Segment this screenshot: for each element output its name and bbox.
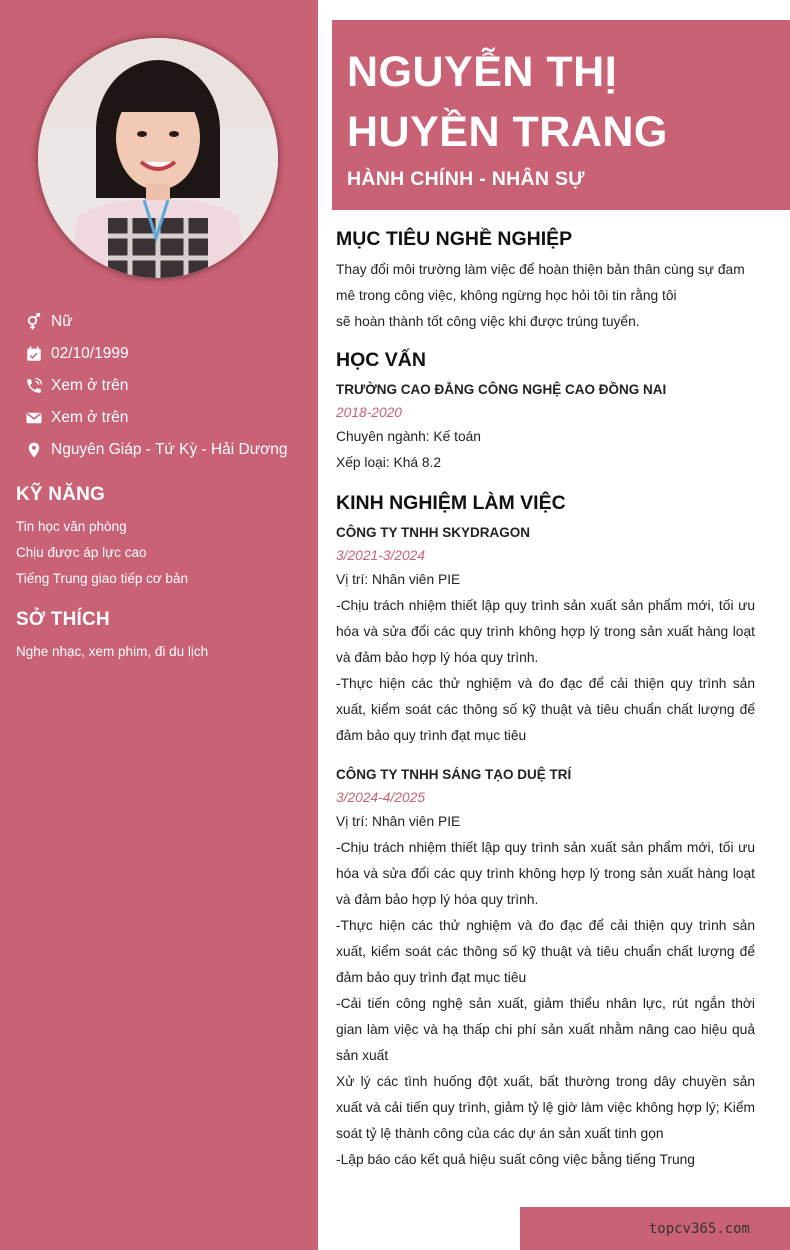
- job-entry: [336, 763, 755, 1173]
- hobbies-title: SỞ THÍCH: [16, 609, 110, 630]
- job-entry: [336, 521, 755, 749]
- objective-section: [336, 228, 755, 335]
- avatar-photo: [38, 38, 278, 278]
- experience-section: [336, 492, 755, 1173]
- skills-section: [16, 484, 306, 592]
- avatar: [38, 38, 278, 278]
- gender-icon: [24, 312, 44, 332]
- phone-icon: [24, 376, 44, 396]
- email-text: Xem ở trên: [51, 409, 129, 426]
- objective-line: Thay đổi môi trường làm việc để hoàn thiện bản thân cùng sự đam: [336, 262, 745, 277]
- skills-title: KỸ NĂNG: [16, 484, 106, 505]
- job-position: Vị trí: Nhân viên PIE: [336, 572, 461, 587]
- sidebar: [0, 0, 318, 1250]
- hobby-item: Nghe nhạc, xem phim, đi du lịch: [16, 644, 209, 659]
- contact-birthday: [24, 338, 314, 370]
- job-role: HÀNH CHÍNH - NHÂN SỰ: [347, 168, 585, 190]
- education-title: HỌC VẤN: [336, 349, 426, 371]
- job-duty: -Thực hiện các thử nghiệm và đo đạc để cải thiện quy trình sản xuất, kiểm soát các thông số kỹ thuật và tiêu chuẩn chất lượng để đảm bảo quy trình đạt mục tiêu: [336, 918, 755, 985]
- skill-item: Tin học văn phòng: [16, 519, 127, 534]
- birthday-text: 02/10/1999: [51, 345, 129, 362]
- watermark-text: topcv365.com: [648, 1221, 750, 1237]
- main-content: [336, 228, 755, 1173]
- skill-item: Tiếng Trung giao tiếp cơ bản: [16, 571, 188, 586]
- contact-gender: [24, 306, 314, 338]
- skill-item: Chịu được áp lực cao: [16, 545, 147, 560]
- education-section: [336, 349, 755, 476]
- full-name-line1: NGUYỄN THỊ: [347, 48, 618, 96]
- footer-bar: [520, 1207, 790, 1250]
- full-name-line2: HUYỀN TRANG: [347, 108, 668, 156]
- job-duty: -Chịu trách nhiệm thiết lập quy trình sản xuất sản phẩm mới, tối ưu hóa và sửa đổi các quy trình không hợp lý trong sản xuất hàng loạt và đảm bảo hợp lý hóa quy trình.: [336, 598, 755, 665]
- objective-line: sẽ hoàn thành tốt công việc khi được trúng tuyển.: [336, 314, 640, 329]
- school-name: TRƯỜNG CAO ĐẲNG CÔNG NGHỆ CAO ĐỒNG NAI: [336, 382, 667, 397]
- job-period: 3/2024-4/2025: [336, 790, 425, 805]
- calendar-icon: [24, 344, 44, 364]
- job-duty: Xử lý các tình huống đột xuất, bất thường trong dây chuyền sản xuất và cải tiến quy trình, giảm tỷ lệ giờ làm việc không hợp lý; Kiểm soát tỷ lệ thành công của các dự án sản xuất tinh gọn: [336, 1074, 755, 1141]
- objective-line: mê trong công việc, không ngừng học hỏi tôi tin rằng tôi: [336, 288, 677, 303]
- contact-list: [24, 306, 314, 466]
- company-name: CÔNG TY TNHH SKYDRAGON: [336, 525, 531, 540]
- education-grade: Xếp loại: Khá 8.2: [336, 455, 442, 470]
- education-period: 2018-2020: [336, 405, 402, 420]
- job-duty: -Cải tiến công nghệ sản xuất, giảm thiểu nhân lực, rút ngắn thời gian làm việc và hạ thấp chi phí sản xuất nhằm nâng cao hiệu quả sản xuất: [336, 996, 755, 1063]
- contact-phone: [24, 370, 314, 402]
- location-icon: [24, 440, 44, 460]
- hobbies-section: [16, 609, 306, 665]
- objective-title: MỤC TIÊU NGHỀ NGHIỆP: [336, 228, 573, 250]
- contact-email: [24, 402, 314, 434]
- job-duty: -Thực hiện các thử nghiệm và đo đạc để cải thiện quy trình sản xuất, kiểm soát các thông số kỹ thuật và tiêu chuẩn chất lượng để đảm bảo quy trình đạt mục tiêu: [336, 676, 755, 743]
- name-header: [332, 20, 790, 210]
- company-name: CÔNG TY TNHH SÁNG TẠO DUỆ TRÍ: [336, 767, 572, 782]
- job-duty: -Chịu trách nhiệm thiết lập quy trình sản xuất sản phẩm mới, tối ưu hóa và sửa đổi các quy trình không hợp lý trong sản xuất hàng loạt và đảm bảo hợp lý hóa quy trình.: [336, 840, 755, 907]
- address-text: Nguyên Giáp - Tứ Kỳ - Hải Dương: [51, 441, 288, 458]
- job-duty: -Lập báo cáo kết quả hiệu suất công việc bằng tiếng Trung: [336, 1152, 695, 1167]
- education-major: Chuyên ngành: Kế toán: [336, 429, 481, 444]
- gender-text: Nữ: [51, 313, 73, 330]
- experience-title: KINH NGHIỆM LÀM VIỆC: [336, 492, 566, 514]
- job-period: 3/2021-3/2024: [336, 548, 425, 563]
- email-icon: [24, 408, 44, 428]
- contact-address: [24, 434, 314, 466]
- phone-text: Xem ở trên: [51, 377, 129, 394]
- job-position: Vị trí: Nhân viên PIE: [336, 814, 461, 829]
